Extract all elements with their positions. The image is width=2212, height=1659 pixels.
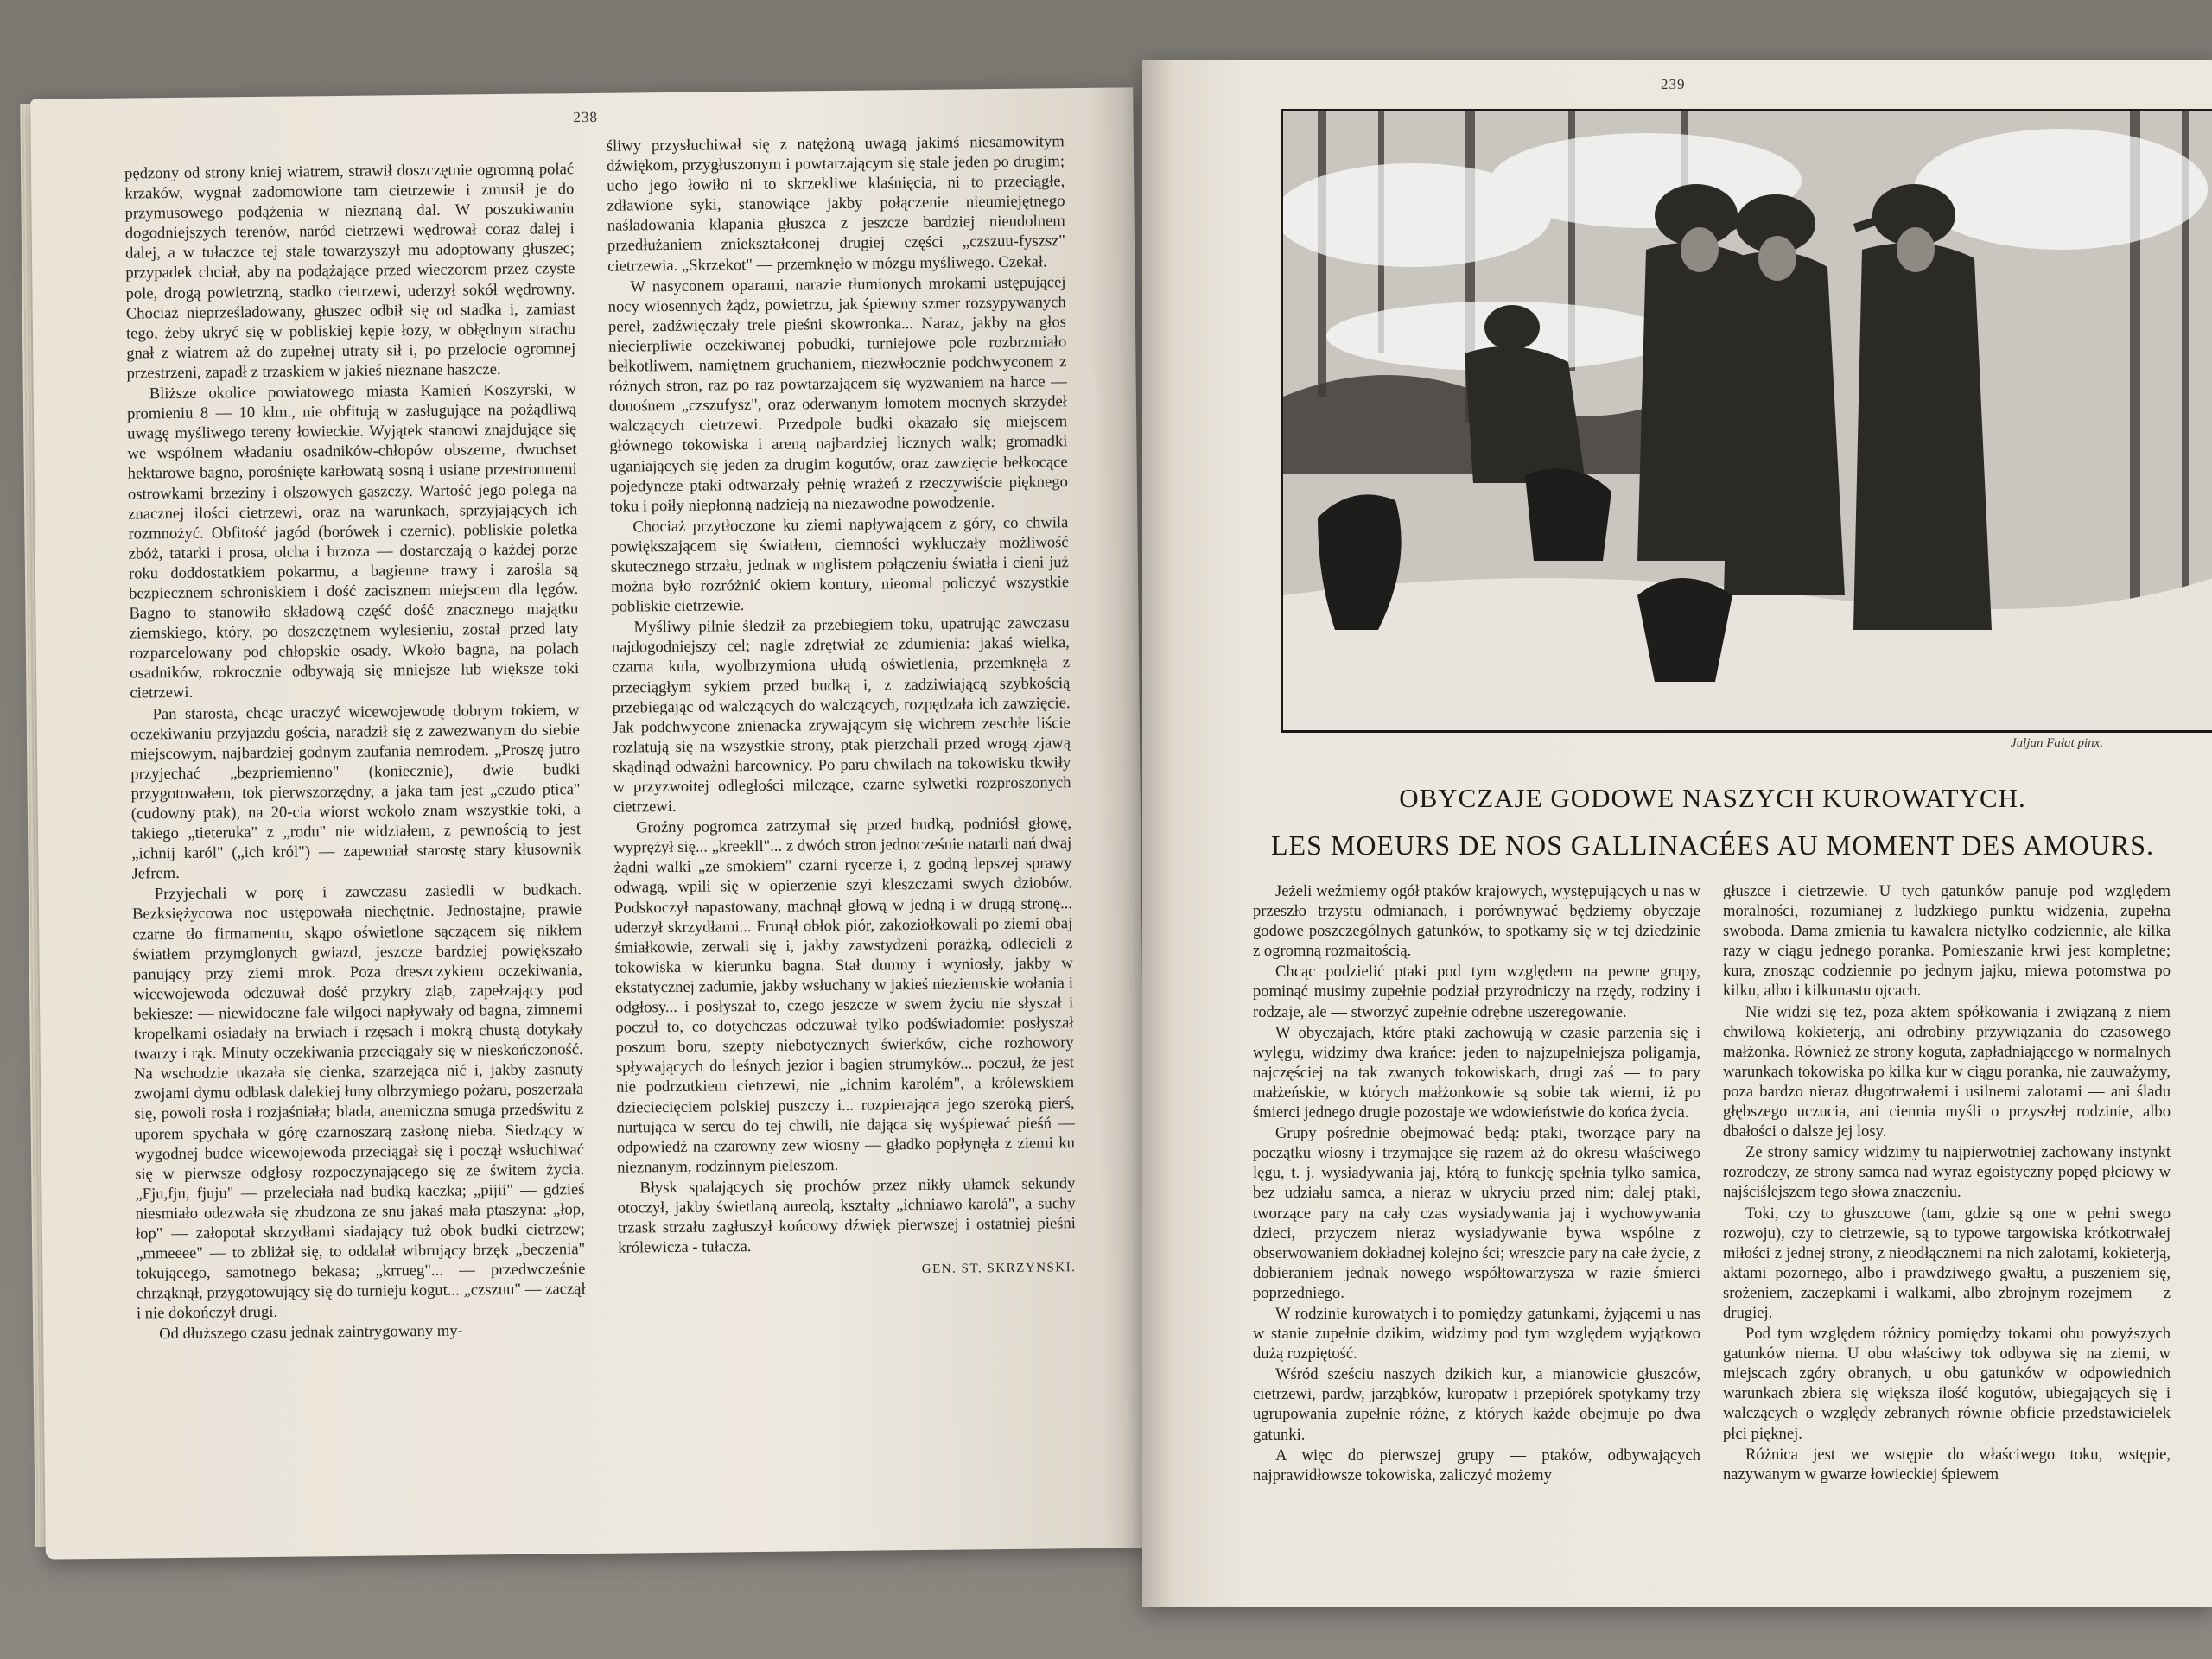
- left-page-column-1: [124, 159, 586, 1345]
- paragraph: Od dłuższego czasu jednak zaintrygowany my-: [159, 1322, 463, 1344]
- article-title-french: LES MOEURS DE NOS GALLINACÉES AU MOMENT DES AMOURS.: [1270, 830, 2155, 861]
- illustration-drawing: [1283, 111, 2212, 730]
- page-number-right: 239: [1661, 76, 1686, 92]
- paragraph: Przyjechali w porę i zawczasu zasiedli w budkach. Bezksiężycowa noc ustępowała niechętnie. Jednostajne, prawie czarne tło firmamentu, skąpo oświetlone sączącem się nikłem światłem przymglonych gwiazd, jeszcze bardziej powiększało panujący przy ziemi mrok. Poza dreszczykiem oczekiwania, wicewojewoda odczuwał dość przykry ziąb, zapełzający pod bekiesze: — niewidoczne fale wilgoci napływały od bagna, zimnemi kropelkami osiadały na brwiach i rzęsach i mokrą chustą dotykały twarzy i rąk. Minuty oczekiwania przeciągały się w nieskończoność. Na wschodzie ukazała się cienka, szarzejąca nić i, jakby zasnuty zwojami dymu odblask dalekiej łuny olbrzymiego pożaru, poszerzała się, powoli rosła i rozjaśniała; blada, anemiczna smuga przedświtu z uporem spychała w górę czarnoszarą zasłonę nieba. Siedzący w wygodnej budce wicewojewoda przeciągał się i począł wsłuchiwać się w pierwsze odgłosy rozpoczynającego się ze świtem życia. „Fju,fju, fjuju" — przeleciała nad budką kaczka; „pijii" — gdzieś niesmiało odezwała się zbudzona ze snu jakaś mała ptaszyna: „łop, łop" — załopotał skrzydłami siadający tuż obok budki cietrzew; „mmeeee" — to zbliżał się, to oddalał wibrujący brzęk „beczenia" tokującego, samotnego bekasa; „krrueg"... — przedwcześnie chrząknął, przygotowujący się do turnieju kogut... „czszuu" — zaczął i nie dokończył drugi.: [131, 880, 586, 1323]
- paragraph: pędzony od strony kniej wiatrem, strawił doszczętnie ogromną połać krzaków, wygnał zadomowione tam cietrzewie i zmusił je do przymusowego podążenia w nieznaną dal. W poszukiwaniu dogodniejszych terenów, naród cietrzewi wędrował coraz dalej i dalej, a w tułaczce tej stale towarzyszył mu adoptowany głuszec; przypadek chciał, aby na podążające przed wieczorem przez czyste pole, drogą powietrzną, stadko cietrzewi, uderzył sokół wędrowny. Chociaż nieprześladowany, głuszec odbił się od stadka i, zamiast tego, żeby ukryć się w pobliskiej kępie łozy, w obłędnym strachu gnał z wiatrem aż do zupełnej utraty sił i, po przelocie ogromnej przestrzeni, zapadł z trzaskiem w jakieś nieznane haszcze.: [124, 160, 576, 383]
- paragraph: Ze strony samicy widzimy tu najpierwotniej zachowany instynkt rozrodczy, ze strony samca nad wyraz egoistyczny popęd płciowy w najściślejszem tego słowa znaczeniu.: [1723, 1143, 2171, 1202]
- paragraph: śliwy przysłuchiwał się z natężoną uwagą jakimś niesamowitym dźwiękom, przygłuszonym i powtarzającym się stale jeden po drugim; ucho jego łowiło ni to skrzekliwe klaśnięcia, ni to przeciągłe, zdławione syki, stanowiące jakby połączenie nieumiejętnego naśladowania klapania głuszca z jeszcze bardziej nieudolnem przedłużaniem zniekształconej drugiej części „czszuu-fyszsz" cietrzewia. „Skrzekot" — przemknęło w mózgu myśliwego. Czekał.: [606, 132, 1066, 276]
- author-signature: GEN. ST. SKRZYNSKI.: [921, 1261, 1077, 1277]
- paragraph: Grupy pośrednie obejmować będą: ptaki, tworzące pary na początku wiosny i trzymające się razem aż do okresu właściwego lęgu, t. j. wysiadywania jaj, którą to funkcję spełnia tylko samica, bez udziału samca, a nieraz w ukryciu przed nim; dalej ptaki, tworzące pary na cały czas wysiadywania jaj i wychowywania dzieci, przyczem nieraz wysiadywanie bywa wspólne z obserwowaniem dokładnej kolejno ści; wreszcie pary na całe życie, z dobieraniem jednak nowego współtowarzysza w razie śmierci poprzedniego.: [1253, 1124, 1700, 1302]
- paragraph: Myśliwy pilnie śledził za przebiegiem toku, upatrując zawczasu najdogodniejszy cel; nagle zdrętwiał ze zdumienia: jakaś wielka, czarna kula, wyolbrzymiona ułudą oświetlenia, przemknęła z przeciągłym sykiem przed budką i, z zadziwiającą szybkością przebiegając od walczących do walczących, rozpędzała ich zawzięcie. Jak podchwycone znienacka zrywającym się wichrem zeschłe liście rozlatują się na wszystkie strony, ptak pierzchali przed wrogą zjawą skądinąd odważni harcownicy. Po paru chwilach na tokowisku tkwiły w przyzwoitej odległości milczące, czarne sylwetki rozproszonych cietrzewi.: [611, 613, 1071, 817]
- illustration-hunters-in-snow: [1281, 109, 2212, 733]
- page-number-left: 238: [573, 108, 599, 126]
- paragraph: W obyczajach, które ptaki zachowują w czasie parzenia się i wylęgu, widzimy dwa krańce: jeden to najzupełniejsza poligamja, najczęściej na tak zwanych tokowiskach, drugi zaś — to pary małżeńskie, w których małżonkowie są sobie tak wierni, iż po śmierci jednego drugie pozostaje we wdowieństwie do końca życia.: [1253, 1023, 1700, 1122]
- paragraph: Pod tym względem różnicy pomiędzy tokami obu powyższych gatunków niema. U obu właściwy tok odbywa się na ziemi, w miejscach zgóry obranych, u obu gatunków w odpowiednich warunkach zbiera się większa ilość kogutów, ubiegających się i walczących o względy zebranych równie obficie przedstawicielek płci pięknej.: [1723, 1325, 2171, 1443]
- paragraph: Bliższe okolice powiatowego miasta Kamień Koszyrski, w promieniu 8 — 10 klm., nie obfitują w zasługujące na pożądliwą uwagę myśliwego tereny łowieckie. Wyjątek stanowi znajdujące się we wspólnem władaniu osadników-chłopów obszerne, dwuchset hektarowe bagno, porośnięte karłowatą sosną i usiane przestronnemi ostrowkami brzeziny i olszowych gąszczy. Wartość jego polega na znacznej ilości cietrzewi, oraz na warunkach, sprzyjających ich rozmnożyć. Obfitość jagód (borówek i czernic), pobliskie poletka zbóż, tatarki i prosa, olcha i brzoza — dostarczają o każdej porze roku doddostatkiem pokarmu, a bagienne trawy i zarośla są bezpiecznem schroniskiem i dość zacisznem miejscem dla lęgów. Bagno to stanowiło składową część dość znacznego majątku ziemskiego, który, po doszczętnem wylesieniu, został przed laty rozparcelowany pod chłopskie osady. Wkoło bagna, na polach osadników, rokrocznie odbywają się mniejsze lub większe toki cietrzewi.: [126, 380, 580, 702]
- right-page-column-2: [1723, 881, 2171, 1485]
- left-page: [30, 87, 1148, 1559]
- paragraph: głuszce i cietrzewie. U tych gatunków panuje pod względem moralności, rozumianej z ludzkiego punktu widzenia, zupełna swoboda. Dama zmienia tu kawalera nietylko codziennie, ale kilka razy w ciągu jednego poranka. Pomieszanie krwi jest kompletne; kura, znosząc codziennie po jednym jajku, miewa potomstwa po kilku, albo i kilkunastu ojcach.: [1723, 882, 2171, 1001]
- article-title-polish: OBYCZAJE GODOWE NASZYCH KUROWATYCH.: [1399, 783, 2026, 813]
- paragraph: Jeżeli weźmiemy ogół ptaków krajowych, występujących u nas w przeszło trzystu odmianach, i porównywać będziemy obyczaje godowe poszczególnych gatunków, to spotkamy się w tej dziedzinie z ogromną rozmaitością.: [1253, 882, 1700, 961]
- illustration-credit: Juljan Fałat pinx.: [2011, 736, 2104, 750]
- paragraph: Chcąc podzielić ptaki pod tym względem na pewne grupy, pominąć musimy zupełnie podział przyrodniczy na rzędy, rodziny i rodzaje, ale — stworzyć zupełnie odrębne uszeregowanie.: [1253, 963, 1700, 1021]
- left-page-column-2: [607, 131, 1077, 1283]
- paragraph: W rodzinie kurowatych i to pomiędzy gatunkami, żyjącemi u nas w stanie zupełnie dzikim, widzimy pod tym względem wyjątkowo dużą rozpiętość.: [1253, 1304, 1700, 1363]
- paragraph: Groźny pogromca zatrzymał się przed budką, podniósł głowę, wyprężył się... „kreekll"... z dwóch stron jednocześnie natarli nań dwaj żądni walki „ze smokiem" czarni rycerze i, z godną lepszej sprawy odwagą, wpili się w opierzenie szyi kleszczami swych dziobów. Podskoczył napastowany, machnął głową w jedną i w drugą stronę... uderzył skrzydłami... Frunął obłok piór, zakoziołkowali po ziemi obaj śmiałkowie, zerwali się i, jakby zawstydzeni porażką, odlecieli z tokowiska w kierunku bagna. Stał dumny i wyniosły, jakby w ekstatycznej zadumie, jakby wsłuchany w jakieś nieziemskie wołania i odgłosy... i posłyszał to, czego jeszcze w swem życiu nie słyszał i poczuł to, co dotychczas odczuwał tylko podświadomie: posłyszał poszum boru, szepty niebotycznych świerków, ciche rozhowory spływających do leśnych jezior i bagien strumyków... poczuł, że jest nie podrzutkiem cietrzewi, nie „ichnim karolém", a królewskiem dzieciecięciem polskiej puszczy i... rozpierająca jego szeroką pierś, nurtująca w sercu do tej chwili, nie dająca się wyśpiewać pieśń — odpowiedź na czarowny zew wiosny — gładko popłynęła z ziemi ku nieznanym, rodzinnym pieleszom.: [613, 814, 1076, 1177]
- paragraph: Nie widzi się też, poza aktem spółkowania i związaną z niem chwilową kokieterją, ani odrobiny przywiązania do czasowego małżonka. Również ze strony koguta, zapładniającego w normalnych warunkach tokowiska po kilka kur w ciągu poranka, nie zauważymy, poza bardzo nieraz długotrwałemi i usilnemi zalotami — ani śladu głębszego uczucia, ani ciennia myśli o przyszłej rodzinie, albo dbałości o dalsze jej losy.: [1723, 1002, 2171, 1141]
- paragraph: Chociaż przytłoczone ku ziemi napływającem z góry, co chwila powiększającem się światłem, ciemności wykluczały możliwość skutecznego strzału, jednak w mglistem połączeniu światła i cieni już można było rozróżnić okiem kontury, nieomal policzyć wszystkie pobliskie cietrzewie.: [610, 512, 1070, 616]
- right-page: [1142, 60, 2212, 1607]
- paragraph: Błysk spalających się prochów przez nikły ułamek sekundy otoczył, jakby świetlaną aureolą, kształty „ichniawo karolá", a suchy trzask strzału zagłuszył końcowy dźwięk pierwszej i ostatniej pieśni królewicza - tułacza.: [617, 1174, 1076, 1257]
- right-page-column-1: [1253, 881, 1700, 1486]
- paragraph: Pan starosta, chcąc uraczyć wicewojewodę dobrym tokiem, w oczekiwaniu przyjazdu gościa, naradził się z zawezwanym do siebie miejscowym, najbardziej godnym zaufania nemrodem. „Proszę jutro przyjechać „bezpriemienno" (koniecznie), dwie budki przygotowałem, tok pierwszorzędny, a jaka tam jest „czudo ptica" (cudowny ptak), na 20-cia wiorst wokoło znam wszystkie toki, a takiego „tieteruka" z „rodu" nie widziałem, z pewnością to jest „ichnij karól" („ich król") — zapewniał starostę stary kłusownik Jefrem.: [130, 700, 582, 883]
- paragraph: Toki, czy to głuszcowe (tam, gdzie są one w pełni swego rozwoju), czy to cietrzewie, są to typowe targowiska krótkotrwałej miłości z jednej strony, z nieodłącznemi na nich zalotami, kokieterją, aktami pozornego, albo i prawdziwego gwałtu, a puszeniem się, srożeniem, zaczepkami i walkami, albo zbrojnym rozejmem — z drugiej.: [1723, 1204, 2171, 1322]
- paragraph: A więc do pierwszej grupy — ptaków, odbywających najprawidłowsze tokowiska, zaliczyć możemy: [1253, 1446, 1700, 1484]
- paragraph: W nasyconem oparami, narazie tłumionych mrokami ustępującej nocy wiosennych żądz, powietrzu, jak śpiewny szmer rozsypywanych pereł, zadźwięczały trele pieśni skowronka... Naraz, jakby na głos niecierpliwie oczekiwanej pobudki, turniejowe pole rozbrzmiało bełkotliwem, namiętnem gruchaniem, niezwłocznie podchwyconem z różnych stron, raz po raz powtarzającem się wyzwaniem na harce — donośnem „czszufysz", oraz oderwanym łomotem mocnych skrzydeł walczących cietrzewi. Przedpole budki okazało się miejscem głównego tokowiska i areną najbardziej licznych walk; gromadki uganiających się jeden za drugim kogutów, oraz zawzięcie bełkocące pojedyncze ptaki odtwarzały pełnię wrażeń z rzeczywiście pięknego toku i poiły niepłonną nadzieją na niezawodne powodzenie.: [607, 272, 1068, 516]
- paragraph: Różnica jest we wstępie do właściwego toku, wstępie, nazywanym w gwarze łowieckiej śpiewem: [1723, 1445, 2171, 1484]
- paragraph: Wśród sześciu naszych dzikich kur, a mianowicie głuszców, cietrzewi, pardw, jarząbków, kuropatw i przepiórek spotykamy trzy ugrupowania zupełnie różne, z których każde obejmuje po dwa gatunki.: [1253, 1365, 1700, 1444]
